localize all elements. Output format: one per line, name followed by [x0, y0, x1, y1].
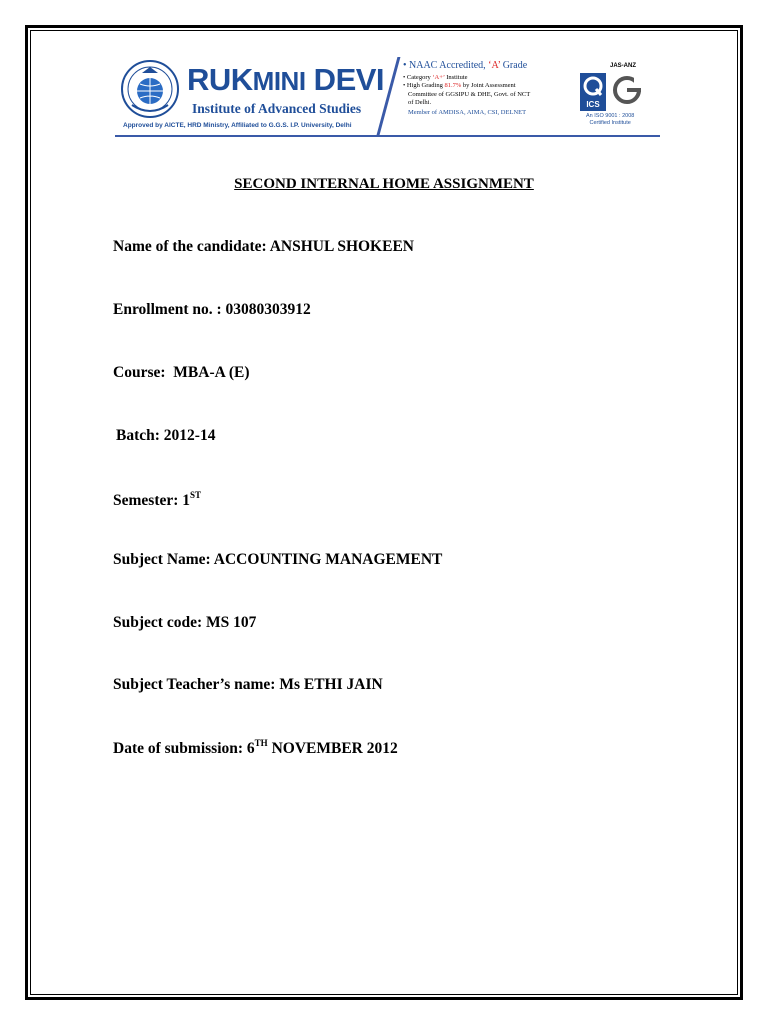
- batch-field: [116, 427, 215, 445]
- grading-line: • High Grading 81.7% by Joint Assessment: [403, 82, 516, 89]
- semester-value: 1: [182, 492, 191, 509]
- enrollment-field: [113, 301, 311, 319]
- jas-anz-label: JAS-ANZ: [610, 63, 637, 69]
- candidate-value: ANSHUL SHOKEEN: [269, 238, 414, 255]
- category-line: • Category ‘A+’ Institute: [403, 73, 468, 81]
- semester-field: [113, 490, 201, 510]
- submission-date-field: [113, 738, 398, 758]
- institute-name: RUKMINI DEVI: [187, 62, 385, 97]
- naac-line: • NAAC Accredited, ‘A’ Grade: [403, 60, 528, 71]
- semester-suffix: ST: [190, 490, 202, 500]
- approval-line: Approved by AICTE, HRD Ministry, Affiliated to G.G.S. I.P. University, Delhi: [123, 122, 352, 129]
- page-border-inner: [30, 30, 738, 995]
- course-value: MBA-A (E): [173, 364, 250, 381]
- letterhead: [115, 55, 660, 140]
- document-title: [0, 176, 768, 193]
- enrollment-value: 03080303912: [225, 301, 311, 318]
- submission-day-suffix: TH: [254, 738, 268, 748]
- iso-certified-text: [586, 113, 634, 127]
- candidate-name-field: [113, 238, 414, 256]
- teacher-field: [113, 676, 383, 694]
- submission-month-year: NOVEMBER 2012: [267, 740, 398, 757]
- semester-label: Semester:: [113, 492, 183, 509]
- enrollment-label: Enrollment no. :: [113, 301, 226, 318]
- candidate-label: Name of the candidate:: [113, 238, 270, 255]
- subject-code-field: [113, 614, 256, 632]
- iso-line-2: Certified Institute: [589, 120, 631, 126]
- certification-g-icon: [612, 75, 642, 105]
- teacher-value: Ms ETHI JAIN: [279, 676, 383, 693]
- subject-code-value: MS 107: [206, 614, 257, 631]
- iso-line-1: An ISO 9001 : 2008: [586, 113, 635, 119]
- subject-name-value: ACCOUNTING MANAGEMENT: [213, 551, 443, 568]
- header-underline: [115, 135, 660, 137]
- subject-name-label: Subject Name:: [113, 551, 214, 568]
- course-label: Course:: [113, 364, 174, 381]
- subject-name-field: [113, 551, 442, 569]
- grading-line-3: of Delhi.: [408, 99, 432, 106]
- document-title-text: SECOND INTERNAL HOME ASSIGNMENT: [234, 176, 534, 192]
- batch-label: Batch:: [116, 427, 164, 444]
- submission-day: 6: [246, 740, 255, 757]
- ics-logo-icon: [580, 73, 606, 111]
- batch-value: 2012-14: [163, 427, 216, 444]
- membership-line: Member of AMDISA, AIMA, CSI, DELNET: [408, 108, 527, 116]
- subject-code-label: Subject code:: [113, 614, 206, 631]
- submission-label: Date of submission:: [113, 740, 247, 757]
- teacher-label: Subject Teacher’s name:: [113, 676, 280, 693]
- institute-subtitle: Institute of Advanced Studies: [192, 101, 362, 116]
- course-field: [113, 364, 249, 382]
- svg-text:ICS: ICS: [586, 100, 600, 109]
- institute-emblem-icon: [120, 59, 180, 119]
- grading-line-2: Committee of GGSIPU & DHE, Govt. of NCT: [408, 90, 531, 98]
- certification-block: [580, 63, 660, 129]
- accreditation-info: [403, 62, 583, 117]
